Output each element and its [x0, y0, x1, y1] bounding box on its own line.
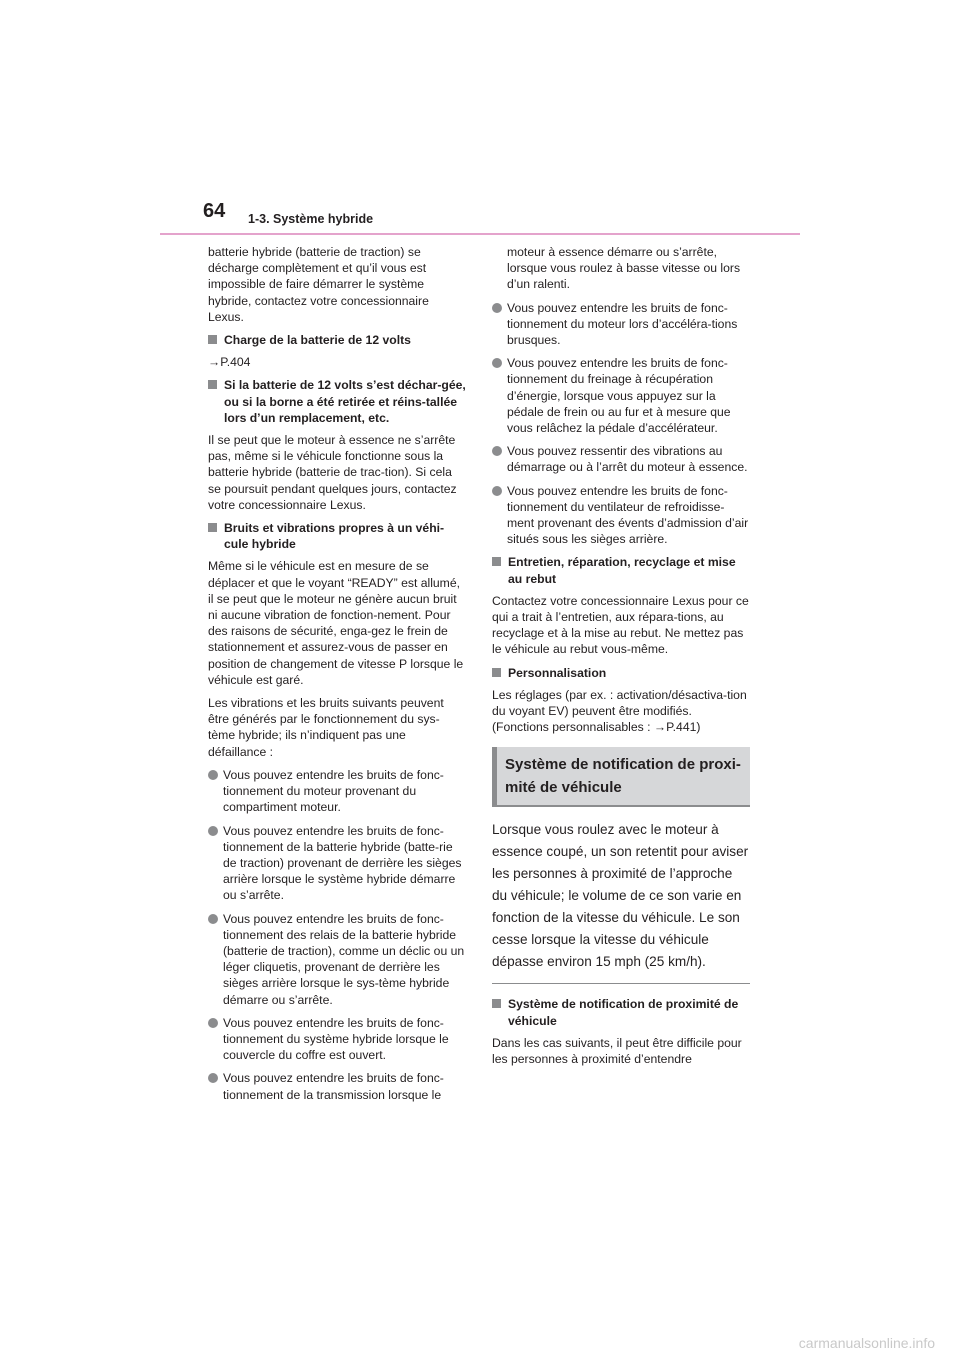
- paragraph: Les vibrations et les bruits suivants peuvent être générés par le fonctionnement du sys-tème hybride; ils n’indiquent pas une défaillance :: [208, 696, 444, 759]
- paragraph: Il se peut que le moteur à essence ne s’arrête pas, même si le véhicule fonctionne sous la batterie hybride (batterie de trac-tion). Si cela se poursuit pendant quelques jours, contactez votre concessionnaire Lexus.: [208, 433, 457, 512]
- list-item: Vous pouvez entendre les bruits de fonc-tionnement de la batterie hybride (batte-rie de traction) provenant de derrière les sièges arrière lorsque le système hybride démarre ou s’arrête.: [208, 823, 466, 904]
- subheading: Charge de la batterie de 12 volts: [208, 332, 466, 348]
- round-bullet-icon: [492, 303, 502, 313]
- paragraph: Contactez votre concessionnaire Lexus pour ce qui a trait à l’entretien, aux répara-tions, au recyclage et à la mise au rebut. Ne mettez pas le véhicule au rebut vous-même.: [492, 593, 749, 657]
- watermark: carmanualsonline.info: [798, 1335, 935, 1351]
- header-divider: [160, 233, 800, 235]
- subheading: Bruits et vibrations propres à un véhi-cule hybride: [208, 520, 466, 552]
- page-reference-link[interactable]: →P.404: [208, 355, 251, 370]
- page-number: 64: [203, 200, 226, 222]
- paragraph: batterie hybride (batterie de traction) se décharge complètement et qu’il vous est impossible de faire démarrer le système hybride, contactez votre concessionnaire Lexus.: [208, 245, 429, 324]
- square-bullet-icon: [492, 668, 501, 677]
- list-item: Vous pouvez entendre les bruits de fonc-tionnement du système hybride lorsque le couvercle du coffre est ouvert.: [208, 1015, 466, 1064]
- paragraph: Les réglages (par ex. : activation/désactiva-tion du voyant EV) peuvent être modifiés. (Fonctions personnalisables : →P.441): [492, 687, 747, 735]
- list-item: Vous pouvez entendre les bruits de fonc-tionnement du moteur provenant du compartiment moteur.: [208, 767, 466, 816]
- right-column: [492, 244, 750, 1074]
- subheading: Personnalisation: [492, 665, 750, 681]
- square-bullet-icon: [492, 999, 501, 1008]
- list-item: Vous pouvez ressentir des vibrations au démarrage ou à l’arrêt du moteur à essence.: [492, 443, 750, 475]
- divider: [492, 983, 750, 984]
- paragraph: Même si le véhicule est en mesure de se déplacer et que le voyant “READY” est allumé, il se peut que le moteur ne génère aucun bruit ni aucune vibration de fonction-nement. Pour des raisons de sécurité, enga-gez le frein de stationnement et assurez-vous de passer en position de changement de vitesse P lorsque le véhicule est garé.: [208, 559, 464, 687]
- section-box-heading: Système de notification de proxi-mité de véhicule: [492, 747, 750, 807]
- intro-paragraph: Lorsque vous roulez avec le moteur à essence coupé, un son retentit pour aviser les personnes à proximité de l’approche du véhicule; le volume de ce son varie en fonction de la vitesse du véhicule. Le son cesse lorsque la vitesse du véhicule dépasse environ 15 mph (25 km/h).: [492, 822, 749, 970]
- list-item: Vous pouvez entendre les bruits de fonc-tionnement du ventilateur de refroidisse-ment provenant des évents d’admission d’air situés sous les sièges arrière.: [492, 483, 750, 548]
- list-item: Vous pouvez entendre les bruits de fonc-tionnement de la transmission lorsque le: [208, 1070, 466, 1102]
- subheading: Entretien, réparation, recyclage et mise au rebut: [492, 554, 750, 586]
- subheading: Si la batterie de 12 volts s’est déchar-gée, ou si la borne a été retirée et réins-tallée lors d’un remplacement, etc.: [208, 377, 466, 426]
- list-item: Vous pouvez entendre les bruits de fonc-tionnement du moteur lors d’accéléra-tions brusques.: [492, 300, 750, 349]
- round-bullet-icon: [492, 358, 502, 368]
- list-item: Vous pouvez entendre les bruits de fonc-tionnement des relais de la batterie hybride (batterie de traction), comme un déclic ou un léger cliquetis, provenant de derrière les sièges arrière lorsque le sys-tème hybride démarre ou s’arrête.: [208, 911, 466, 1008]
- subheading: Système de notification de proximité de véhicule: [492, 996, 750, 1028]
- paragraph: moteur à essence démarre ou s’arrête, lorsque vous roulez à basse vitesse ou lors d’un ralenti.: [507, 245, 741, 292]
- round-bullet-icon: [492, 446, 502, 456]
- left-column: [208, 244, 466, 1110]
- paragraph: Dans les cas suivants, il peut être difficile pour les personnes à proximité d’entendre: [492, 1035, 742, 1067]
- round-bullet-icon: [208, 1018, 218, 1028]
- round-bullet-icon: [208, 826, 218, 836]
- round-bullet-icon: [208, 770, 218, 780]
- square-bullet-icon: [208, 335, 217, 344]
- square-bullet-icon: [492, 557, 501, 566]
- list-item: Vous pouvez entendre les bruits de fonc-tionnement du freinage à récupération d’énergie, lorsque vous appuyez sur la pédale de frein ou au fur et à mesure que vous relâchez la pédale d’accélérateur.: [492, 355, 750, 436]
- round-bullet-icon: [208, 1073, 218, 1083]
- section-title: 1-3. Système hybride: [248, 212, 374, 226]
- round-bullet-icon: [208, 914, 218, 924]
- square-bullet-icon: [208, 380, 217, 389]
- square-bullet-icon: [208, 523, 217, 532]
- round-bullet-icon: [492, 486, 502, 496]
